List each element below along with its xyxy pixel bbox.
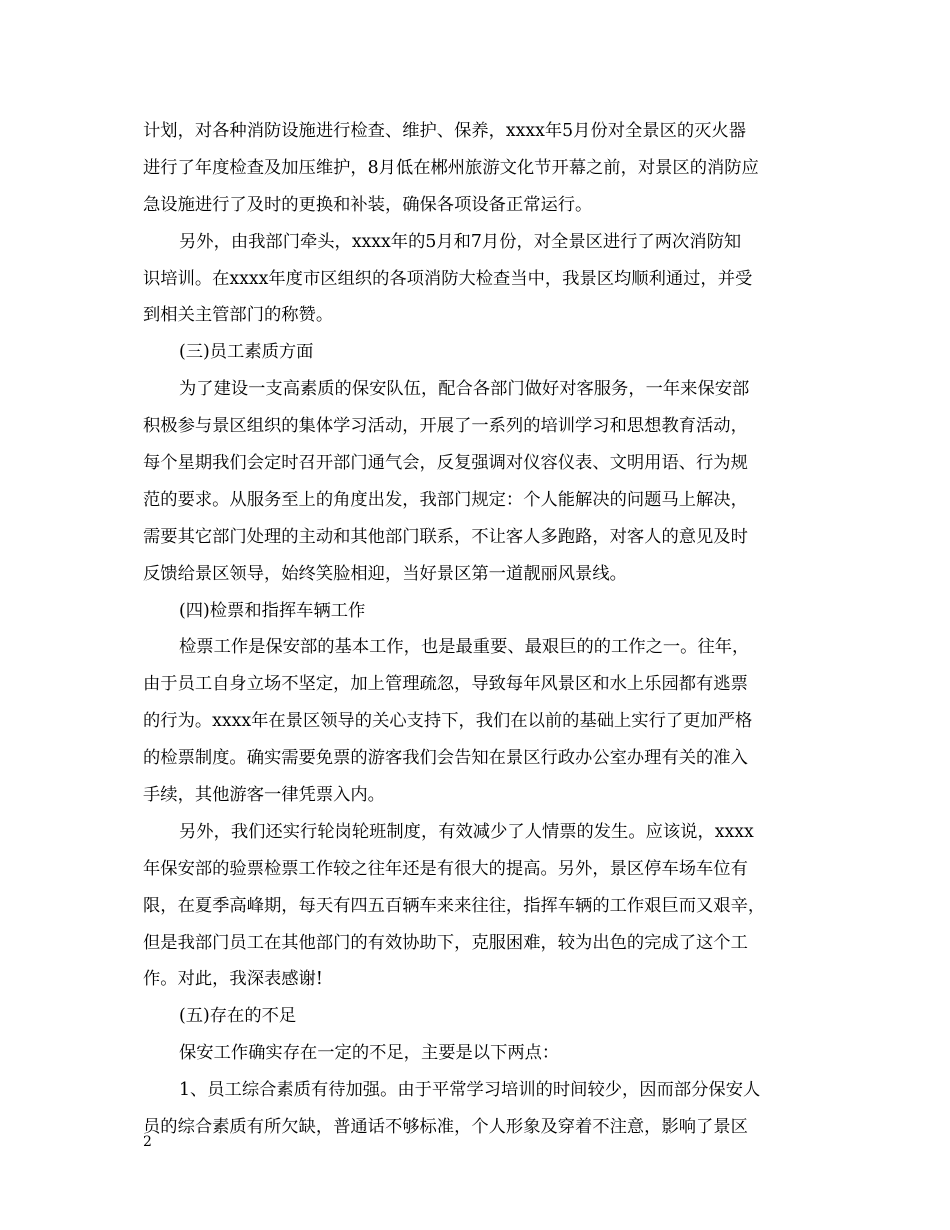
text-line: 进行了年度检查及加压维护，8月低在郴州旅游文化节开幕之前，对景区的消防应: [143, 157, 759, 178]
text-line: 保安工作确实存在一定的不足，主要是以下两点：: [179, 1043, 560, 1064]
text-line: 另外，我们还实行轮岗轮班制度，有效减少了人情票的发生。应该说，xxxx: [179, 821, 754, 842]
text-line: 范的要求。从服务至上的角度出发，我部门规定：个人能解决的问题马上解决，: [143, 489, 748, 510]
text-line: 作。对此，我深表感谢!: [143, 969, 323, 990]
text-line: 每个星期我们会定时召开部门通气会，反复强调对仪容仪表、文明用语、行为规: [143, 453, 748, 474]
text-line: 限，在夏季高峰期，每天有四五百辆车来来往往，指挥车辆的工作艰巨而又艰辛，: [143, 895, 766, 916]
text-line: 识培训。在xxxx年度市区组织的各项消防大检查当中，我景区均顺利通过，并受: [143, 268, 753, 289]
text-line: 手续，其他游客一律凭票入内。: [143, 785, 385, 806]
text-line: 为了建设一支高素质的保安队伍，配合各部门做好对客服务，一年来保安部: [179, 379, 750, 400]
text-line: 员的综合素质有所欠缺，普通话不够标准，个人形象及穿着不注意，影响了景区: [143, 1117, 748, 1138]
text-line: (四)检票和指挥车辆工作: [179, 600, 366, 621]
text-line: 的行为。xxxx年在景区领导的关心支持下，我们在以前的基础上实行了更加严格: [143, 711, 753, 732]
page-number: 2: [143, 1134, 152, 1150]
text-line: 急设施进行了及时的更换和补装，确保各项设备正常运行。: [143, 194, 593, 215]
text-line: 积极参与景区组织的集体学习活动，开展了一系列的培训学习和思想教育活动，: [143, 416, 748, 437]
text-line: 1、员工综合素质有待加强。由于平常学习培训的时间较少，因而部分保安人: [179, 1080, 761, 1101]
text-line: 但是我部门员工在其他部门的有效协助下，克服困难，较为出色的完成了这个工: [143, 932, 748, 953]
text-line: (三)员工素质方面: [179, 342, 314, 363]
text-line: 反馈给景区领导，始终笑脸相迎，当好景区第一道靓丽风景线。: [143, 563, 627, 584]
text-line: 的检票制度。确实需要免票的游客我们会告知在景区行政办公室办理有关的准入: [143, 748, 748, 769]
text-line: 检票工作是保安部的基本工作，也是最重要、最艰巨的的工作之一。往年，: [179, 637, 750, 658]
document-body: [143, 113, 818, 1146]
text-line: 到相关主管部门的称赞。: [143, 305, 334, 326]
text-line: (五)存在的不足: [179, 1006, 297, 1027]
text-line: 年保安部的验票检票工作较之往年还是有很大的提高。另外，景区停车场车位有: [143, 858, 748, 879]
text-line: 计划，对各种消防设施进行检查、维护、保养，xxxx年5月份对全景区的灭火器: [143, 121, 746, 141]
text-line: 需要其它部门处理的主动和其他部门联系，不让客人多跑路，对客人的意见及时: [143, 526, 748, 547]
text-line: 由于员工自身立场不坚定，加上管理疏忽，导致每年风景区和水上乐园都有逃票: [143, 674, 748, 695]
text-line: 另外，由我部门牵头，xxxx年的5月和7月份，对全景区进行了两次消防知: [179, 231, 742, 252]
